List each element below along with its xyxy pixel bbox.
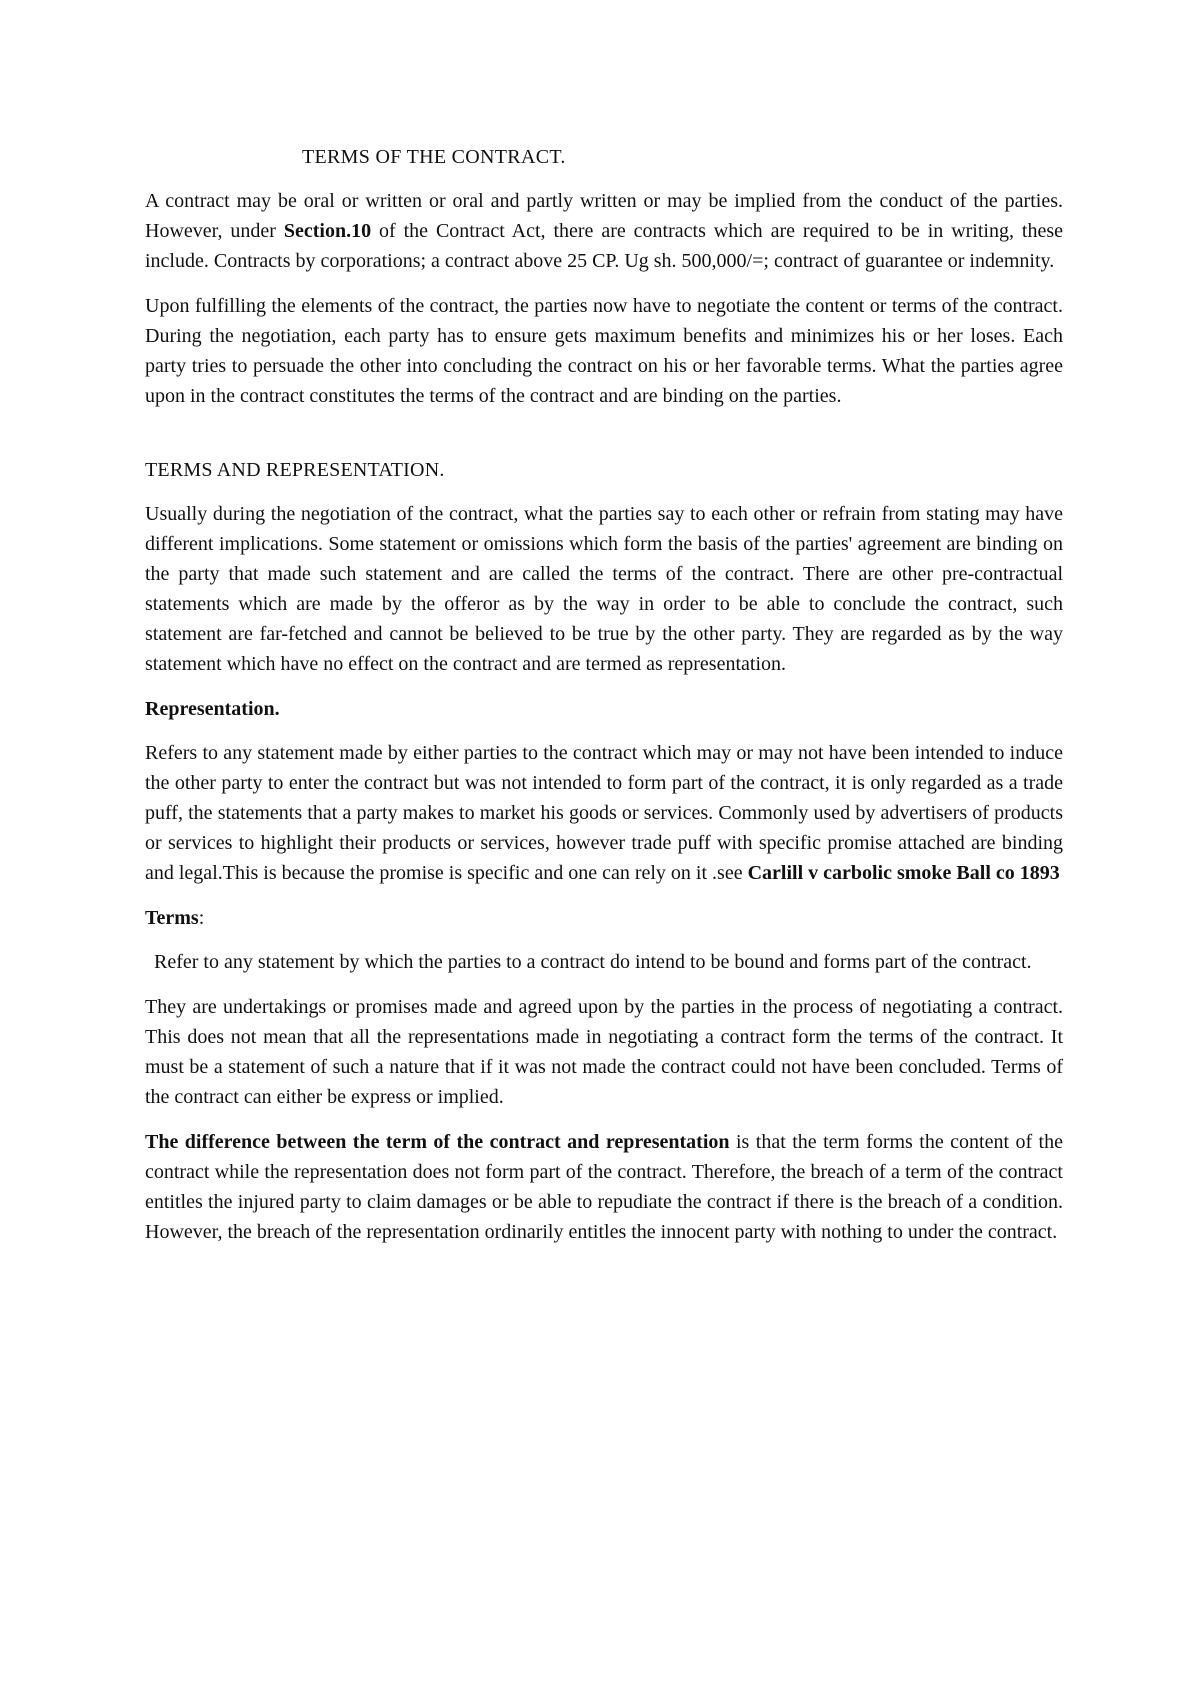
terms-and-representation-paragraph: Usually during the negotiation of the contract, what the parties say to each other or refrain from stating may have different implications. Some statement or omissions which form the basis of the parties' agreement are binding on the party that made such statement and are called the terms of the contract. There are other pre-contractual statements which are made by the offeror as by the way in order to be able to conclude the contract, such statement are far-fetched and cannot be believed to be true by the other party. They are regarded as by the way statement which have no effect on the contract and are termed as representation. (145, 503, 1063, 675)
document-body (145, 142, 1063, 1262)
intro-p1-text-b: of the Contract Act, there are contracts which are required to be in writing, these include. Contracts by corporations; a contract above 25 CP. Ug sh. 500,000/=; contract of guarantee or indemnity. (145, 220, 1063, 272)
intro-paragraph-2: Upon fulfilling the elements of the contract, the parties now have to negotiate the content or terms of the contract. During the negotiation, each party has to ensure gets maximum benefits and minimizes his or her loses. Each party tries to persuade the other into concluding the contract on his or her favorable terms. What the parties agree upon in the contract constitutes the terms of the contract and are binding on the parties. (145, 295, 1063, 407)
representation-heading: Representation. (145, 698, 280, 720)
difference-paragraph (145, 1127, 1063, 1247)
terms-heading-label: Terms (145, 907, 199, 929)
intro-p1-text-a: A contract may be oral or written or oral and partly written or may be implied from the conduct of the parties. However, under (145, 190, 1063, 242)
document-title: TERMS OF THE CONTRACT. (302, 146, 566, 168)
terms-paragraph-1 (145, 947, 1063, 977)
terms-and-representation-heading: TERMS AND REPRESENTATION. (145, 459, 445, 481)
difference-lead: The difference between the term of the contract and representation (145, 1131, 730, 1153)
terms-paragraph-2: They are undertakings or promises made and agreed upon by the parties in the process of negotiating a contract. This does not mean that all the representations made in negotiating a contract form the terms of the contract. It must be a statement of such a nature that if it was not made the contract could not have been concluded. Terms of the contract can either be express or implied. (145, 996, 1063, 1108)
intro-paragraph-1 (145, 186, 1063, 276)
representation-text: Refers to any statement made by either parties to the contract which may or may not have been intended to induce the other party to enter the contract but was not intended to form part of the contract, it is only regarded as a trade puff, the statements that a party makes to market his goods or services. Commonly used by advertisers of products or services to highlight their products or services, however trade puff with specific promise attached are binding and legal.This is because the promise is specific and one can rely on it .see (145, 742, 1063, 884)
terms-p1-text: Refer to any statement by which the parties to a contract do intend to be bound and forms part of the contract. (154, 951, 1032, 973)
terms-heading-colon: : (198, 907, 205, 929)
carlill-case-citation: Carlill v carbolic smoke Ball co 1893 (747, 862, 1060, 884)
difference-text: is that the term forms the content of the contract while the representation does not form part of the contract. Therefore, the breach of a term of the contract entitles the injured party to claim damages or be able to repudiate the contract if there is the breach of a condition. However, the breach of the representation ordinarily entitles the innocent party with nothing to under the contract. (145, 1131, 1063, 1243)
representation-paragraph (145, 738, 1063, 888)
section-10-reference: Section.10 (283, 220, 372, 242)
terms-heading (145, 903, 1063, 933)
